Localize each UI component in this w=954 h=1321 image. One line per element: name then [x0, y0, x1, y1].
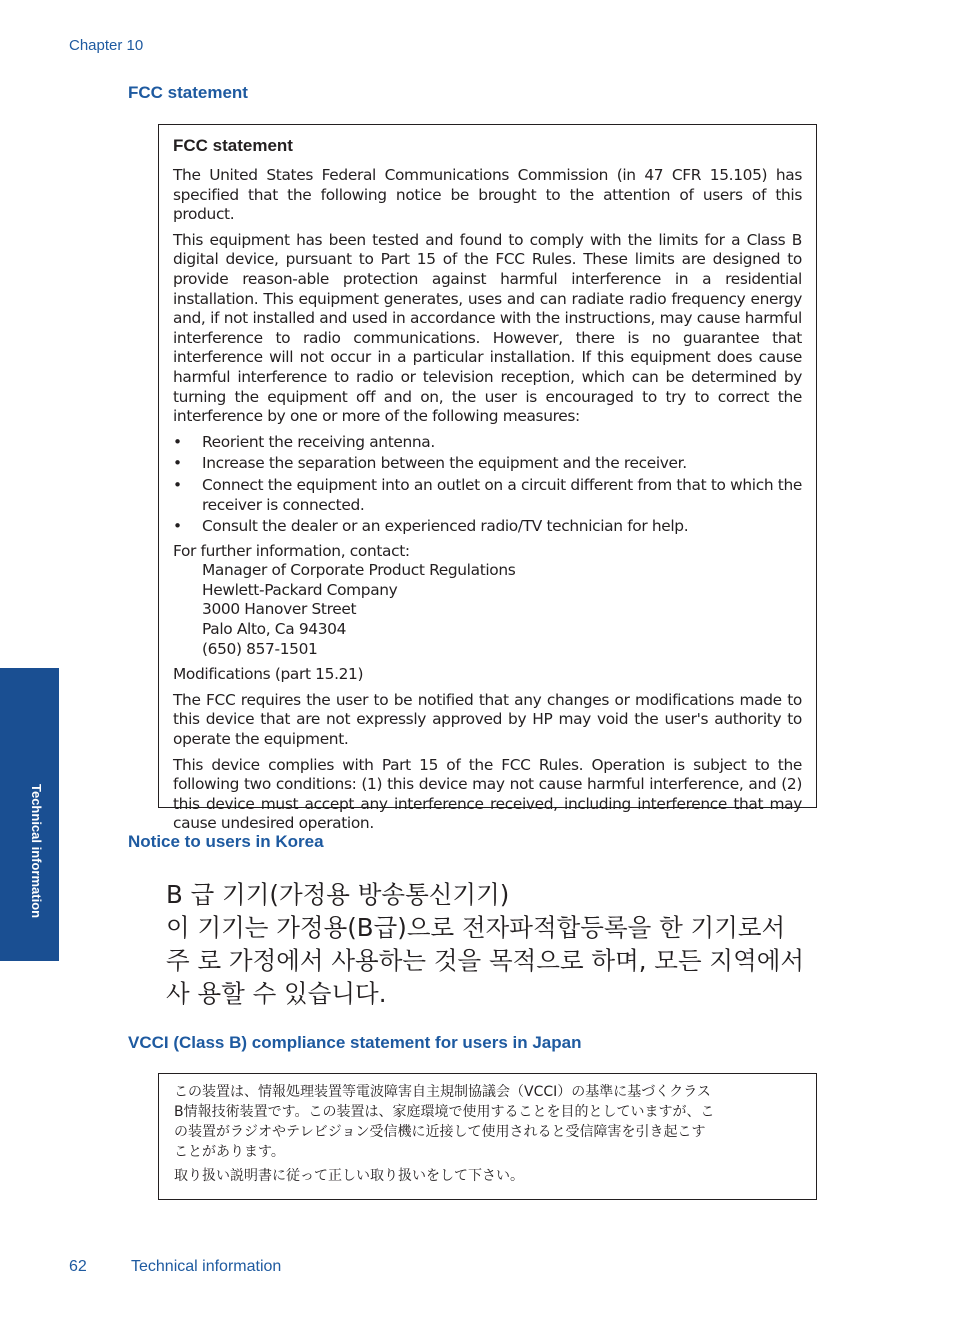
vcci-line: この装置は、情報処理装置等電波障害自主規制協議会（VCCI）の基準に基づくクラス — [174, 1084, 711, 1100]
bullet-icon: • — [173, 454, 182, 473]
list-item: • Reorient the receiving antenna. — [173, 432, 435, 451]
contact-address — [202, 561, 802, 659]
fcc-paragraph-1: The United States Federal Communications Commission (in 47 CFR 15.105) has specified that the following notice be brought to the attention of users of this product. — [173, 166, 802, 224]
list-item: • Increase the separation between the equipment and the receiver. — [173, 454, 687, 473]
bullet-icon: • — [173, 432, 182, 451]
list-item: • Consult the dealer or an experienced radio/TV technician for help. — [173, 517, 689, 536]
address-line: Hewlett-Packard Company — [202, 580, 398, 599]
korea-heading: Notice to users in Korea — [128, 832, 324, 851]
fcc-paragraph-3: The FCC requires the user to be notified that any changes or modifications made to this device that are not expressly approved by HP may void the user's authority to operate the equipment. — [173, 690, 802, 749]
vcci-paragraph — [174, 1082, 802, 1162]
side-tab — [0, 668, 59, 961]
fcc-paragraph-4: This device complies with Part 15 of the FCC Rules. Operation is subject to the following two conditions: (1) this device may not cause harmful interference, and (2) this device must accept any interference received, including interference that may cause undesired operation. — [173, 755, 802, 833]
contact-intro: For further information, contact: — [173, 541, 410, 560]
address-line: Manager of Corporate Product Regulations — [202, 561, 516, 580]
page-number: 62 — [69, 1258, 87, 1275]
bullet-icon: • — [173, 475, 182, 494]
vcci-statement-box — [158, 1073, 817, 1200]
korea-line: 사 용할 수 있습니다. — [166, 979, 387, 1008]
vcci-line: の装置がラジオやテレビジョン受信機に近接して使用されると受信障害を引き起こす — [174, 1124, 706, 1140]
fcc-box-title: FCC statement — [173, 136, 293, 155]
side-tab-label: Technical information — [29, 784, 44, 919]
chapter-label: Chapter 10 — [69, 37, 144, 54]
fcc-heading: FCC statement — [128, 83, 248, 102]
vcci-line: ことがあります。 — [174, 1144, 285, 1160]
fcc-measures-list — [173, 433, 802, 537]
list-item: • Connect the equipment into an outlet on a circuit different from that to which the receiver is connected. — [173, 475, 802, 514]
korea-line: 주 로 가정에서 사용하는 것을 목적으로 하며, 모든 지역에서 — [166, 946, 805, 975]
vcci-line: B情報技術装置です。この装置は、家庭環境で使用することを目的としていますが、こ — [174, 1104, 715, 1120]
korea-line: 이 기기는 가정용(B급)으로 전자파적합등록을 한 기기로서 — [166, 913, 786, 942]
vcci-note: 取り扱い説明書に従って正しい取り扱いをして下さい。 — [174, 1168, 524, 1184]
korea-notice — [166, 878, 816, 1010]
fcc-statement-box — [158, 124, 817, 833]
address-line: 3000 Hanover Street — [202, 600, 357, 619]
footer-label: Technical information — [131, 1258, 282, 1275]
address-line: Palo Alto, Ca 94304 — [202, 620, 347, 639]
bullet-icon: • — [173, 517, 182, 536]
modifications-heading: Modifications (part 15.21) — [173, 665, 364, 684]
address-line: (650) 857-1501 — [202, 639, 318, 658]
fcc-paragraph-2: This equipment has been tested and found to comply with the limits for a Class B digital device, pursuant to Part 15 of the FCC Rules. These limits are designed to provide reason-able protection against harmful interference in a residential installation. This equipment generates, uses and can radiate radio frequency energy and, if not installed and used in accordance with the instructions, may cause harmful interference to radio communications. However, there is no guarantee that interference will not occur in a particular installation. If this equipment does cause harmful interference to radio or television reception, which can be determined by turning the equipment off and on, the user is encouraged to try to correct the interference by one or more of the following measures: — [173, 230, 802, 426]
korea-line: B 급 기기(가정용 방송통신기기) — [166, 880, 510, 909]
japan-heading: VCCI (Class B) compliance statement for users in Japan — [128, 1033, 582, 1052]
